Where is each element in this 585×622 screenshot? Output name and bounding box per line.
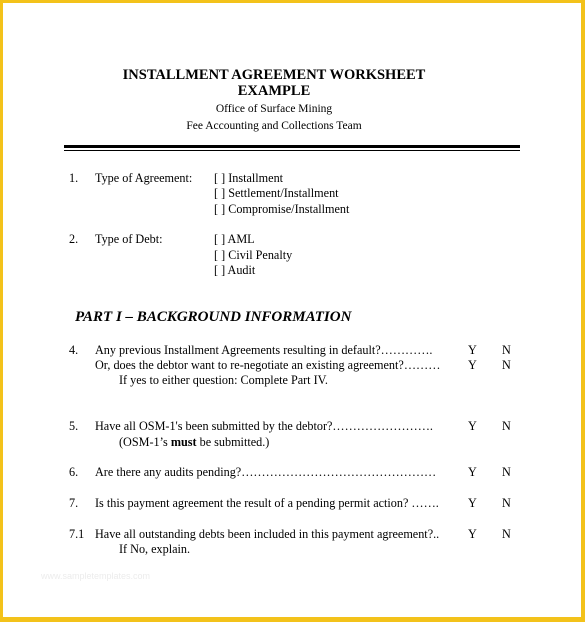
option-installment: [ ] Installment xyxy=(214,171,284,185)
item-1-label: Type of Agreement: xyxy=(95,171,193,185)
question-7-yes: Y xyxy=(468,496,477,510)
question-6-number: 6. xyxy=(69,465,79,479)
question-7-number: 7. xyxy=(69,496,79,510)
question-5-number: 5. xyxy=(69,419,79,433)
document-title-line1: INSTALLMENT AGREEMENT WORKSHEET xyxy=(122,67,426,83)
watermark: www.sampletemplates.com xyxy=(41,571,151,581)
question-6-no: N xyxy=(502,465,511,479)
section-heading-part-1: PART I – BACKGROUND INFORMATION xyxy=(75,309,352,325)
question-5-yes: Y xyxy=(468,419,477,433)
team-name: Fee Accounting and Collections Team xyxy=(186,120,362,132)
question-4-number: 4. xyxy=(69,343,79,357)
option-civil-penalty: [ ] Civil Penalty xyxy=(214,248,293,262)
question-4-note: If yes to either question: Complete Part IV. xyxy=(119,373,328,387)
question-5-text: Have all OSM-1's been submitted by the debtor?……………………. xyxy=(95,419,433,433)
question-7-no: N xyxy=(502,496,511,510)
question-7-1-yes: Y xyxy=(468,527,477,541)
header-divider-thin xyxy=(64,150,520,151)
question-4b-no: N xyxy=(502,358,511,372)
document-title-line2: EXAMPLE xyxy=(237,83,311,99)
question-6-text: Are there any audits pending?………………………………………… xyxy=(95,465,437,479)
question-7-1-number: 7.1 xyxy=(69,527,85,541)
question-6-yes: Y xyxy=(468,465,477,479)
question-5-no: N xyxy=(502,419,511,433)
item-2-number: 2. xyxy=(69,232,79,246)
item-2-label: Type of Debt: xyxy=(95,232,163,246)
question-4-no: N xyxy=(502,343,511,357)
option-audit: [ ] Audit xyxy=(214,263,256,277)
office-name: Office of Surface Mining xyxy=(215,103,333,115)
question-7-1-text: Have all outstanding debts been included in this payment agreement?.. xyxy=(95,527,440,541)
item-1-number: 1. xyxy=(69,171,79,185)
question-4-yes: Y xyxy=(468,343,477,357)
question-5-note-emphasis: must xyxy=(170,435,197,449)
question-4b-yes: Y xyxy=(468,358,477,372)
header-divider-thick xyxy=(64,145,520,148)
question-7-text: Is this payment agreement the result of a pending permit action? ……. xyxy=(95,496,439,510)
question-5-note: (OSM-1’s must be submitted.) xyxy=(119,435,270,449)
question-7-1-note: If No, explain. xyxy=(119,542,191,556)
question-4-text: Any previous Installment Agreements resulting in default?…………. xyxy=(95,343,433,357)
question-4b-text: Or, does the debtor want to re-negotiate an existing agreement?……… xyxy=(95,358,441,372)
option-compromise-installment: [ ] Compromise/Installment xyxy=(214,202,350,216)
option-aml: [ ] AML xyxy=(214,232,255,246)
document-page xyxy=(3,3,581,617)
question-7-1-no: N xyxy=(502,527,511,541)
option-settlement-installment: [ ] Settlement/Installment xyxy=(214,186,339,200)
